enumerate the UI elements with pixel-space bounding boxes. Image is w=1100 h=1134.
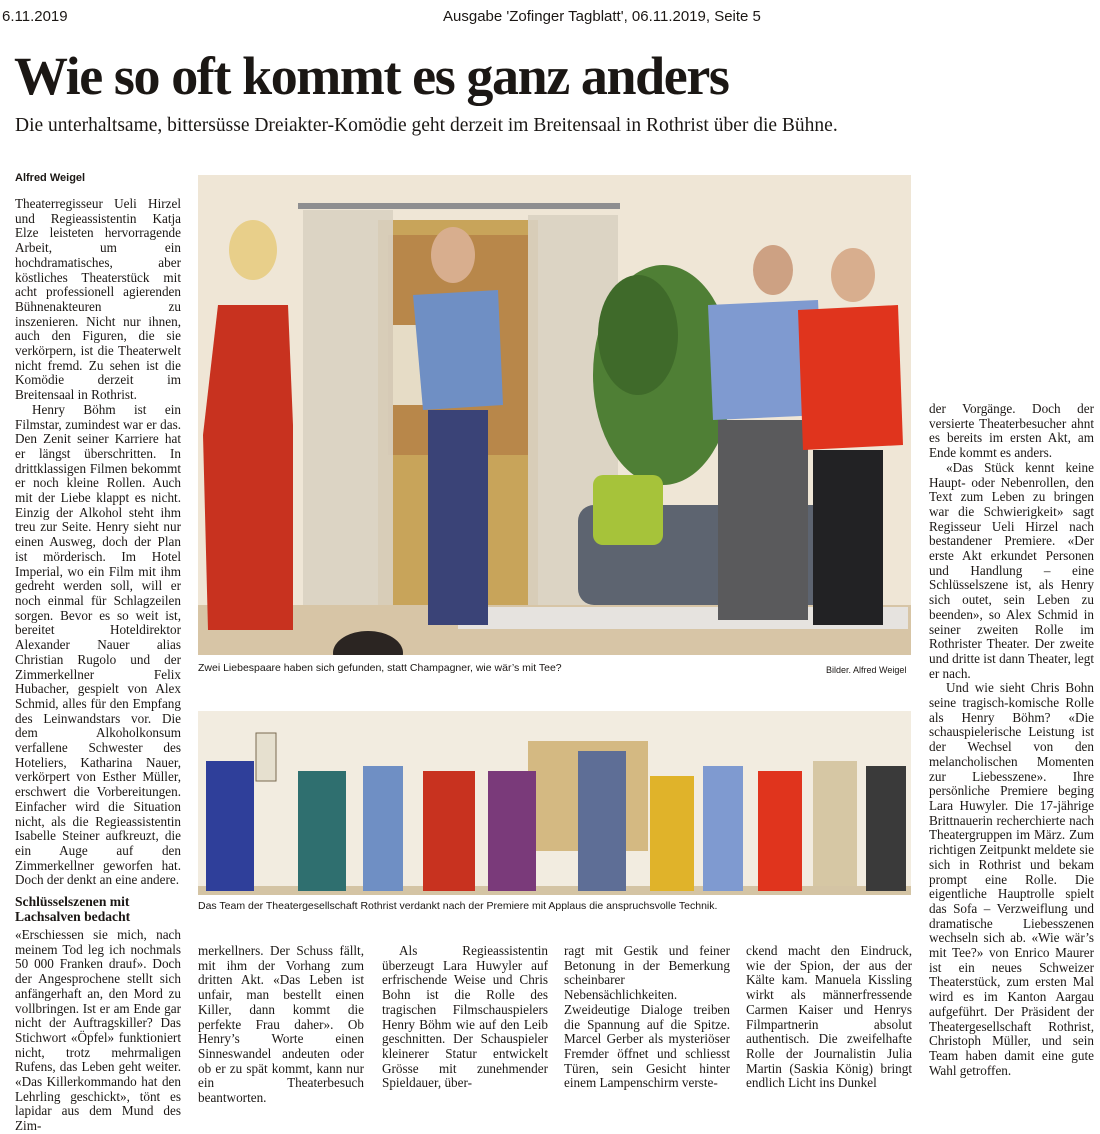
article-column-4 bbox=[564, 944, 730, 1091]
article-column-3 bbox=[382, 944, 548, 1091]
paragraph: merkellners. Der Schuss fällt, mit ihm der Vorhang zum dritten Akt. «Das Leben ist unfair, man bestellt einen Killer, dann kommt die perfekte Frau daher». Ob Henry’s Worte einen Sinneswandel andeuten oder ob er zu spät kommt, kann nur ein Theaterbesuch beantworten. bbox=[198, 943, 364, 1106]
paragraph: Als Regieassistentin überzeugt Lara Huwyler auf erfrischende Weise und Chris Bohn ist die Rolle des tragischen Filmschauspielers Henry Böhm wie auf den Leib geschnitten. Der Schauspieler kleinerer Statur entwickelt Grösse mit zunehmender Spieldauer, über- bbox=[382, 943, 548, 1091]
paragraph: der Vorgänge. Doch der versierte Theaterbesucher ahnt es bereits im ersten Akt, am Ende kommt es anders. bbox=[929, 401, 1094, 461]
paragraph: Theaterregisseur Ueli Hirzel und Regieassistentin Katja Elze leisteten hervorragende Arbeit, um ein hochdramatisches, aber köstliches Theaterstück mit acht professionell agierenden Bühnenakteuren zu inszenieren. Nicht nur ihnen, auch den Figuren, die sie verkörpern, ist die Theaterwelt nicht fremd. Zu sehen ist die Komödie derzeit im Breitensaal in Rothrist. bbox=[15, 196, 181, 403]
photo-stage-scene bbox=[198, 175, 911, 655]
article-subheadline: Die unterhaltsame, bittersüsse Dreiakter-Komödie geht derzeit im Breitensaal in Rothrist über die Bühne. bbox=[15, 115, 838, 136]
article-column-1 bbox=[15, 197, 181, 1134]
paragraph: Und wie sieht Chris Bohn seine tragisch-komische Rolle als Henry Böhm? «Die schauspielerische Leistung ist der Wechsel von den melancholischen Momenten zur Liebesszene». Ihre persönliche Premiere beging Lara Huwyler. Die 17-jährige Brittnauerin recherchierte nach Theatergruppen im März. Zum richtigen Zeitpunkt meldete sie sich in Rothrist und bekam prompt eine Rolle. Die eigentliche Hauptrolle spielt das Sofa – Verzweiflung und dramatische Liebesszenen wechseln sich ab. «Wie wär’s mit Tee?» von Enrico Maurer ist ein neues Schweizer Theaterstück, zum ersten Mal wird es im Kanton Aargau aufgeführt. Der Präsident der Theatergesellschaft Rothrist, Christoph Müller, und sein Team haben damit eine gute Wahl getroffen. bbox=[929, 680, 1094, 1078]
author-byline: Alfred Weigel bbox=[15, 172, 86, 184]
article-headline: Wie so oft kommt es ganz anders bbox=[14, 46, 729, 106]
ensemble-image bbox=[198, 711, 911, 895]
photo-ensemble bbox=[198, 711, 911, 895]
article-column-6 bbox=[929, 402, 1094, 1078]
paragraph: Henry Böhm ist ein Filmstar, zumindest war er das. Den Zenit seiner Karriere hat er längst überschritten. In drittklassigen Filmen bekommt er noch kleine Rollen. Auch mit der Liebe klappt es nicht. Einzig der Alkohol steht ihm treu zur Seite. Henry sieht nur einen Ausweg, doch der Plan ist mörderisch. Im Hotel Imperial, wo ein Film mit ihm gedreht werden soll, will er noch einmal für Schlagzeilen sorgen. Bevor es so weit ist, bereitet Hoteldirektor Alexander Nauer alias Christian Rugolo und der Zimmerkellner Felix Hubacher, gespielt von Alex Schmid, alles für den Empfang des Leinwandstars vor. Die dem Alkoholkonsum verfallene Schwester des Hoteliers, Katharina Nauer, verkörpert von Esther Müller, erschwert die Vorbereitungen. Einfacher wird die Situation nicht, als die Regieassistentin Isabelle Steiner aufkreuzt, die ein Auge auf den Zimmerkellner geworfen hat. Doch der denkt an eine andere. bbox=[15, 401, 181, 888]
paragraph: «Das Stück kennt keine Haupt- oder Nebenrollen, den Text zum Leben zu bringen war die Schwierigkeit» sagt Regisseur Ueli Hirzel nach bestandener Premiere. «Der erste Akt erkundet Personen und Handlung – eine Schlüsselszene ist, als Henry sich outet, sein Leben zu beenden», so Alex Schmid in seiner zweiten Rolle im Rothrister Theater. Der zweite und dritte ist dann Theater, legt er nach. bbox=[929, 459, 1094, 681]
paragraph: ckend macht den Eindruck, wie der Spion, der aus der Kälte kam. Manuela Kissling wirkt als männerfressende Carmen Kaiser und Henrys Filmpartnerin absolut authentisch. Die zweifelhafte Rolle der Journalistin Julia Martin (Saskia König) bringt endlich Licht ins Dunkel bbox=[746, 943, 912, 1091]
article-column-2 bbox=[198, 944, 364, 1106]
section-subhead: Schlüsselszenen mit Lachsalven bedacht bbox=[15, 894, 131, 925]
photo-credit: Bilder. Alfred Weigel bbox=[826, 665, 907, 675]
photo-caption: Zwei Liebespaare haben sich gefunden, statt Champagner, wie wär’s mit Tee? bbox=[198, 662, 562, 674]
paragraph: «Erschiessen sie mich, nach meinem Tod leg ich nochmals 50 000 Franken drauf». Doch der Angesprochene stellt sich anfängerhaft an, den Mord zu vollbringen. Ist er am Ende gar nicht der Auftragskiller? Das Stichwort «Öpfel» funktioniert nicht, trotz mehrmaligen Rufens, das Leben geht weiter. «Das Killerkommando hat den Lehrling geschickt», tönt es lapidar aus dem Mund des Zim- bbox=[15, 927, 181, 1134]
photo-caption: Das Team der Theatergesellschaft Rothrist verdankt nach der Premiere mit Applaus die anspruchsvolle Technik. bbox=[198, 900, 718, 912]
paragraph: ragt mit Gestik und feiner Betonung in der Bemerkung scheinbarer Nebensächlichkeiten. Zweideutige Dialoge treiben die Spannung auf die Spitze. Marcel Gerber als mysteriöser Fremder öffnet und schliesst Türen, sein Gesicht hinter einem Lampenschirm verste- bbox=[564, 943, 730, 1091]
page-date: 6.11.2019 bbox=[2, 8, 68, 25]
stage-scene-image bbox=[198, 175, 911, 655]
article-column-5 bbox=[746, 944, 912, 1091]
issue-info: Ausgabe 'Zofinger Tagblatt', 06.11.2019, Seite 5 bbox=[443, 8, 761, 25]
